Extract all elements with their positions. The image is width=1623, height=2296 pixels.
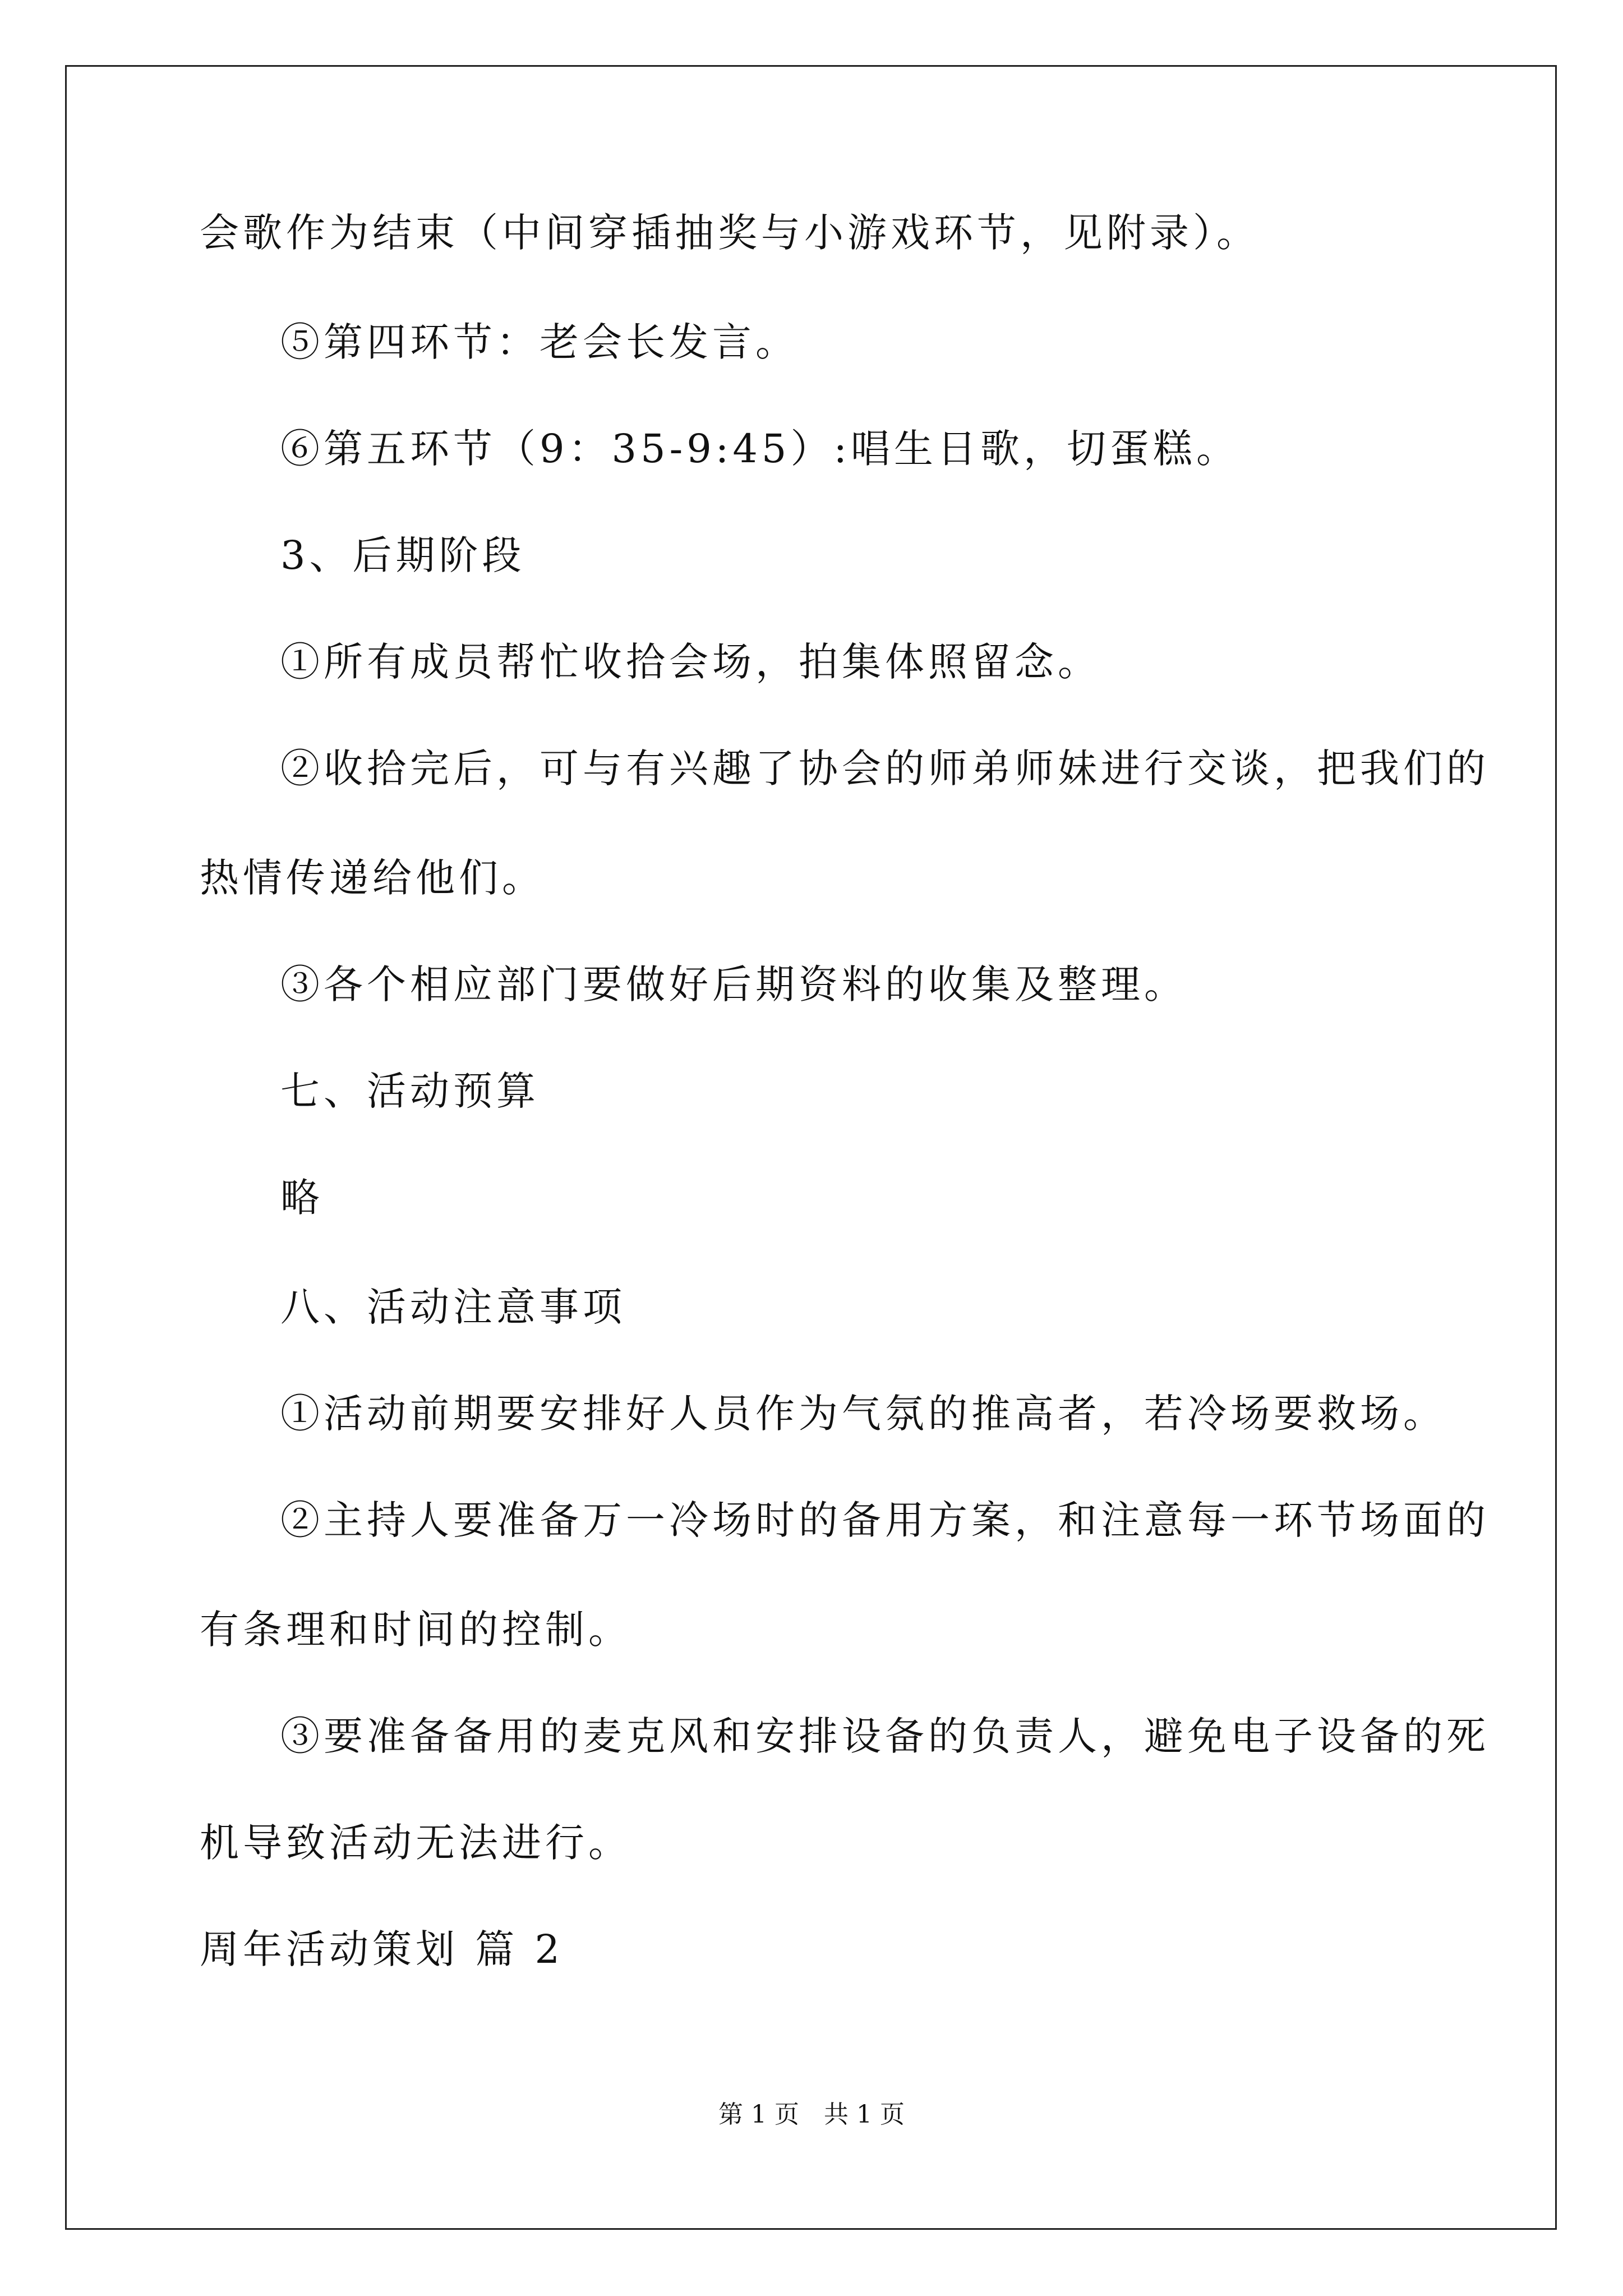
text-line-1: 会歌作为结束（中间穿插抽奖与小游戏环节，见附录）。	[200, 210, 1260, 256]
text-line-7: 热情传递给他们。	[200, 855, 545, 901]
section-heading-budget: 七、活动预算	[280, 1068, 540, 1114]
text-line-3: ⑥第五环节（9：35-9:45）:唱生日歌，切蛋糕。	[280, 426, 1240, 472]
section-title-part-2: 周年活动策划 篇 2	[200, 1926, 564, 1972]
section-heading-later-stage: 3、后期阶段	[280, 532, 525, 578]
text-line-13: ②主持人要准备万一冷场时的备用方案，和注意每一环节场面的	[280, 1497, 1490, 1543]
text-line-6: ②收拾完后，可与有兴趣了协会的师弟师妹进行交谈，把我们的	[280, 746, 1490, 792]
text-line-16: 机导致活动无法进行。	[200, 1820, 631, 1866]
text-line-8: ③各个相应部门要做好后期资料的收集及整理。	[280, 961, 1187, 1007]
text-line-14: 有条理和时间的控制。	[200, 1607, 631, 1653]
text-line-12: ①活动前期要安排好人员作为气氛的推高者，若冷场要救场。	[280, 1391, 1446, 1437]
text-line-5: ①所有成员帮忙收拾会场，拍集体照留念。	[280, 639, 1101, 685]
text-line-15: ③要准备备用的麦克风和安排设备的负责人，避免电子设备的死	[280, 1713, 1490, 1759]
section-heading-notes: 八、活动注意事项	[280, 1284, 626, 1330]
text-line-2: ⑤第四环节：老会长发言。	[280, 319, 799, 365]
page-border	[65, 65, 1557, 2230]
text-line-10: 略	[280, 1175, 324, 1221]
page-footer: 第 1 页 共 1 页	[718, 2100, 905, 2129]
